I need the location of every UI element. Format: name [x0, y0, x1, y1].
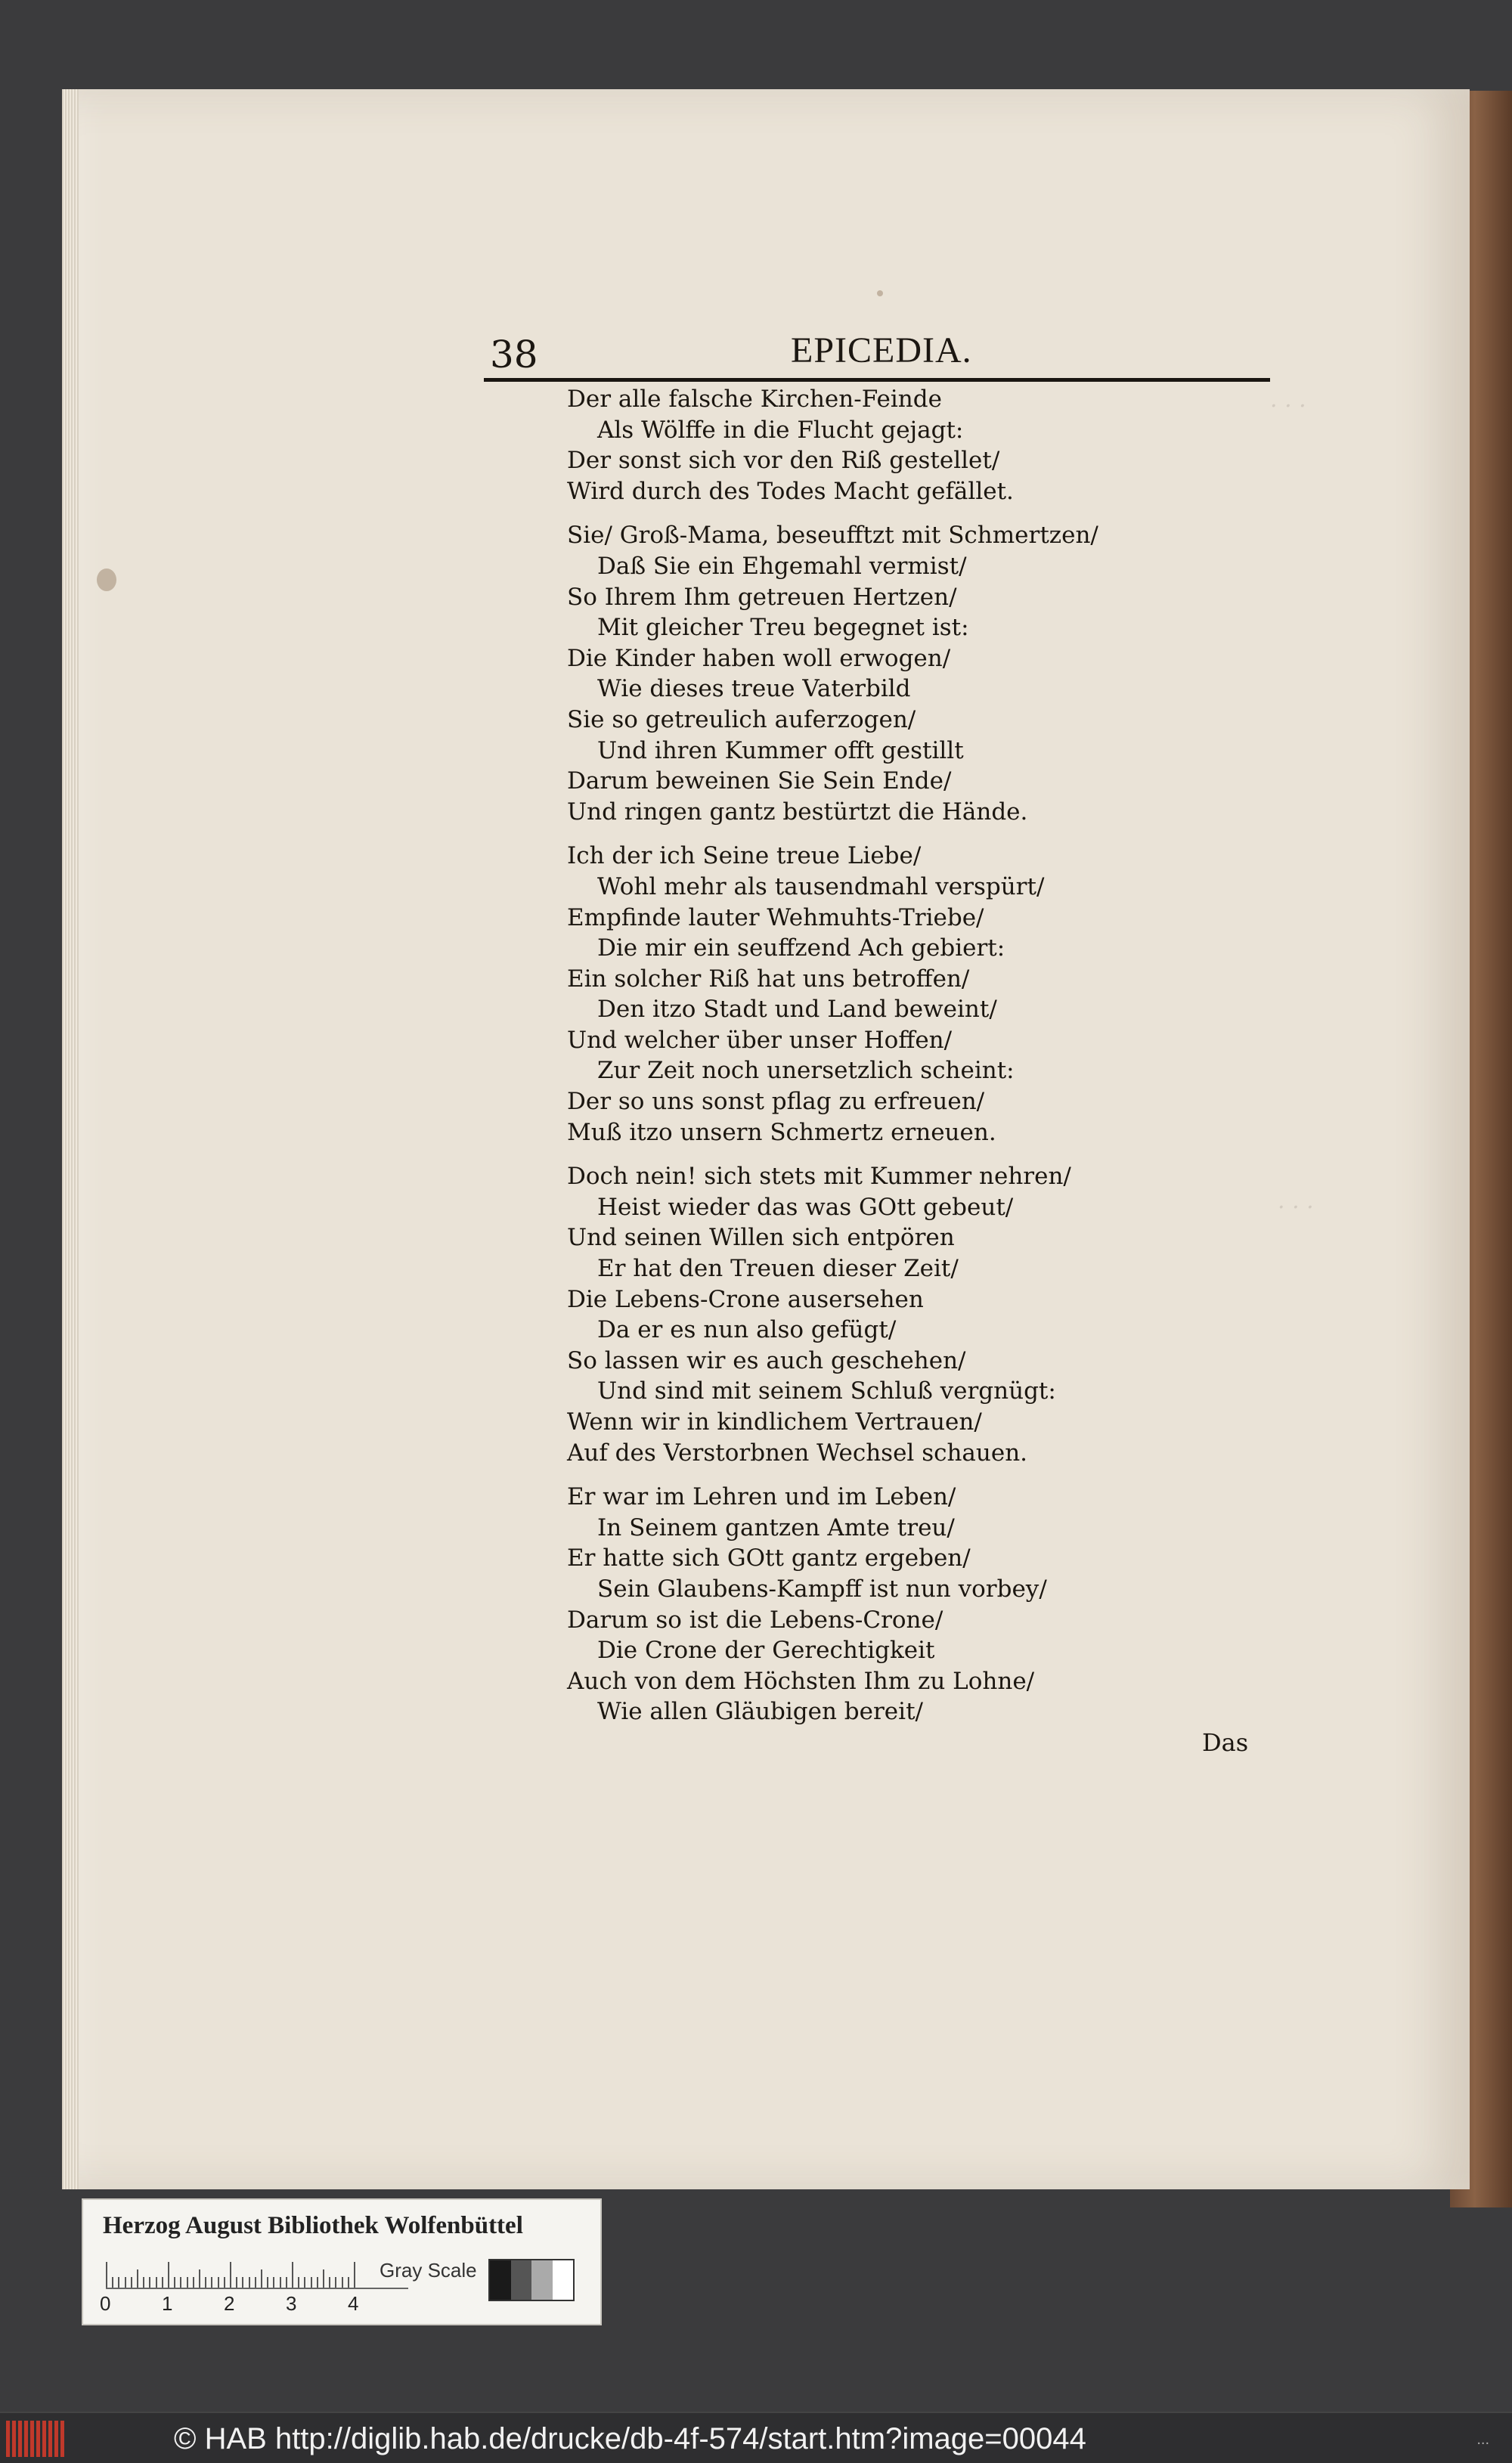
- verse-line: Er hat den Treuen dieser Zeit/: [597, 1255, 959, 1283]
- ruler-tick: [125, 2277, 126, 2288]
- gray-scale-label: Gray Scale: [380, 2259, 477, 2282]
- copyright-url[interactable]: © HAB http://diglib.hab.de/drucke/db-4f-574/start.htm?image=00044: [174, 2422, 1086, 2455]
- ruler-tick: [162, 2277, 163, 2288]
- verse-line: In Seinem gantzen Amte treu/: [597, 1513, 955, 1541]
- ruler-tick: [211, 2277, 212, 2288]
- show-through-text: · · ·: [1270, 393, 1306, 420]
- ruler-tick: [286, 2277, 287, 2288]
- verse-line: Als Wölffe in die Flucht gejagt:: [597, 416, 964, 444]
- ruler-tick: [143, 2277, 144, 2288]
- verse-line: Doch nein! sich stets mit Kummer nehren/: [567, 1163, 1071, 1191]
- gray-scale-swatches: [488, 2259, 575, 2301]
- page-number: 38: [490, 333, 538, 376]
- ruler-tick: [168, 2262, 169, 2288]
- verse-line: Er war im Lehren und im Leben/: [567, 1483, 956, 1511]
- ruler-tick: [218, 2277, 219, 2288]
- ruler-tick: [193, 2277, 194, 2288]
- ruler-tick: [342, 2277, 343, 2288]
- ruler-tick: [205, 2277, 206, 2288]
- catchword: Das: [1202, 1728, 1249, 1757]
- stanza: [567, 1482, 1361, 1727]
- ruler-tick: [261, 2269, 262, 2288]
- ruler-tick: [174, 2277, 175, 2288]
- ruler-number: 3: [286, 2292, 297, 2315]
- verse-line: Und seinen Willen sich entpören: [567, 1224, 955, 1252]
- ruler-tick: [230, 2262, 231, 2288]
- verse-line: Darum beweinen Sie Sein Ende/: [567, 767, 952, 795]
- verse-line: Auf des Verstorbnen Wechsel schauen.: [567, 1439, 1028, 1467]
- ruler-tick: [298, 2277, 299, 2288]
- ruler-baseline: [106, 2288, 408, 2289]
- verse-line: Er hatte sich GOtt gantz ergeben/: [567, 1544, 971, 1572]
- ruler-number: 4: [348, 2292, 359, 2315]
- hab-logo-icon: [6, 2421, 65, 2457]
- verse-line: Da er es nun also gefügt/: [597, 1316, 897, 1344]
- verse-line: Daß Sie ein Ehgemahl vermist/: [597, 552, 967, 580]
- verse-line: So Ihrem Ihm getreuen Hertzen/: [567, 583, 957, 611]
- running-head: EPICEDIA.: [791, 330, 972, 370]
- verse-line: Empfinde lauter Wehmuhts-Triebe/: [567, 903, 984, 931]
- verse-line: Und welcher über unser Hoffen/: [567, 1026, 953, 1054]
- ruler-tick: [149, 2277, 150, 2288]
- verse-line: Der so uns sonst pflag zu erfreuen/: [567, 1088, 985, 1116]
- verse-line: Die Kinder haben woll erwogen/: [567, 644, 951, 672]
- ruler-ticks: [106, 2262, 408, 2288]
- ruler-tick: [323, 2269, 324, 2288]
- verse-line: Den itzo Stadt und Land beweint/: [597, 996, 997, 1024]
- header-rule: [484, 378, 1270, 382]
- verse-line: Der sonst sich vor den Riß gestellet/: [567, 447, 1000, 475]
- ruler-number: 1: [162, 2292, 173, 2315]
- ruler-tick: [311, 2277, 312, 2288]
- verse-line: Wohl mehr als tausendmahl verspürt/: [597, 872, 1045, 900]
- verse-line: Wie dieses treue Vaterbild: [597, 675, 911, 703]
- verse-line: Und ihren Kummer offt gestillt: [597, 736, 964, 764]
- verse-line: Ich der ich Seine treue Liebe/: [567, 842, 922, 870]
- library-name: Herzog August Bibliothek Wolfenbüttel: [103, 2212, 523, 2239]
- verse-line: Die mir ein seuffzend Ach gebiert:: [597, 934, 1005, 962]
- verse-line: Sie/ Groß-Mama, beseufftzt mit Schmertzen/: [567, 522, 1098, 550]
- ruler-number: 2: [224, 2292, 235, 2315]
- verse-line: Heist wieder das was GOtt gebeut/: [597, 1193, 1014, 1221]
- ruler-tick: [106, 2262, 107, 2288]
- verse-line: Darum so ist die Lebens-Crone/: [567, 1606, 943, 1634]
- page-stack-edges: [62, 89, 79, 2189]
- verse-line: Zur Zeit noch unersetzlich scheint:: [597, 1057, 1015, 1085]
- ruler-tick: [199, 2269, 200, 2288]
- ruler-tick: [187, 2277, 188, 2288]
- verse-line: Die Crone der Gerechtigkeit: [597, 1637, 935, 1665]
- stanza: [567, 841, 1361, 1148]
- ruler-tick: [273, 2277, 274, 2288]
- ruler-tick: [249, 2277, 250, 2288]
- ruler-tick: [335, 2277, 336, 2288]
- ruler-tick: [236, 2277, 237, 2288]
- stanza: [567, 384, 1361, 507]
- verse-line: Der alle falsche Kirchen-Feinde: [567, 386, 942, 413]
- verse-line: Muß itzo unsern Schmertz erneuen.: [567, 1118, 996, 1146]
- ruler-tick: [242, 2277, 243, 2288]
- ruler-tick: [131, 2277, 132, 2288]
- verse-line: Und ringen gantz bestürtzt die Hände.: [567, 798, 1028, 826]
- viewer-footer: [0, 2412, 1512, 2463]
- verse-line: Und sind mit seinem Schluß vergnügt:: [597, 1377, 1056, 1405]
- paper-stain: [877, 290, 883, 296]
- ruler-tick: [304, 2277, 305, 2288]
- stanza: [567, 1161, 1361, 1468]
- poem-text: [567, 384, 1361, 1741]
- ruler-tick: [180, 2277, 181, 2288]
- page-header: [484, 327, 1270, 381]
- paper-stain: [97, 569, 116, 591]
- ruler-tick: [317, 2277, 318, 2288]
- ruler-tick: [292, 2262, 293, 2288]
- ruler-tick: [255, 2277, 256, 2288]
- verse-line: Ein solcher Riß hat uns betroffen/: [567, 965, 970, 993]
- ruler-tick: [112, 2277, 113, 2288]
- ruler-tick: [280, 2277, 281, 2288]
- verse-line: Auch von dem Höchsten Ihm zu Lohne/: [567, 1667, 1035, 1695]
- color-scale-bar: [82, 2198, 602, 2325]
- ruler-tick: [267, 2277, 268, 2288]
- verse-line: So lassen wir es auch geschehen/: [567, 1346, 966, 1374]
- stanza: [567, 520, 1361, 827]
- show-through-text: · · ·: [1278, 1194, 1314, 1221]
- verse-line: Die Lebens-Crone ausersehen: [567, 1285, 924, 1313]
- ruler-tick: [354, 2262, 355, 2288]
- verse-line: Wenn wir in kindlichem Vertrauen/: [567, 1408, 982, 1436]
- verse-line: Wird durch des Todes Macht gefället.: [567, 477, 1014, 505]
- ruler-tick: [348, 2277, 349, 2288]
- ruler-tick: [118, 2277, 119, 2288]
- ruler-number: 0: [100, 2292, 111, 2315]
- more-icon[interactable]: ...: [1476, 2431, 1489, 2448]
- ruler-tick: [137, 2269, 138, 2288]
- ruler-tick: [224, 2277, 225, 2288]
- verse-line: Sie so getreulich auferzogen/: [567, 705, 916, 733]
- verse-line: Sein Glaubens-Kampff ist nun vorbey/: [597, 1575, 1047, 1603]
- ruler-tick: [329, 2277, 330, 2288]
- verse-line: Wie allen Gläubigen bereit/: [597, 1698, 923, 1726]
- ruler-tick: [156, 2277, 157, 2288]
- verse-line: Mit gleicher Treu begegnet ist:: [597, 614, 969, 642]
